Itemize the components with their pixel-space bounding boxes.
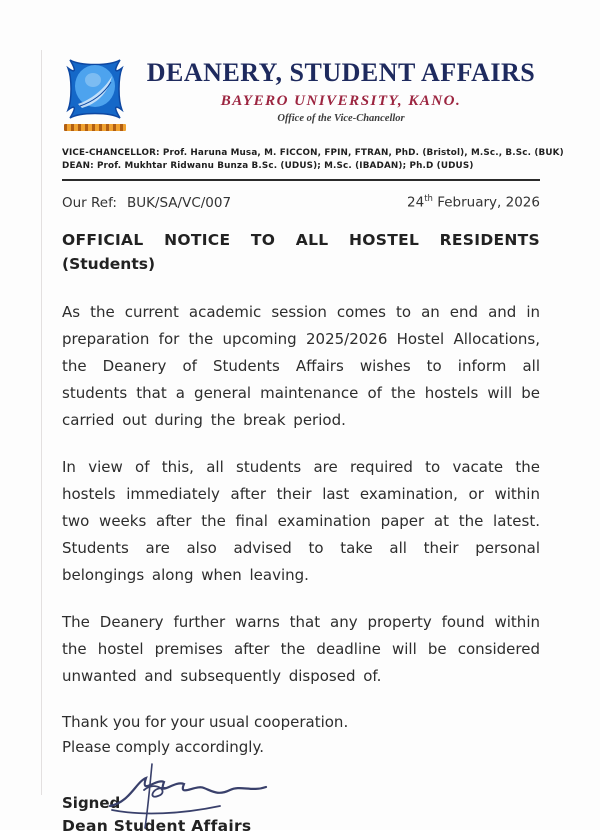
paragraph-2: In view of this, all students are required to vacate the hostels immediately after their last examination, or within two weeks after the final examination paper at the latest. Students are also advised to take all their personal belongings along when leaving. [62, 457, 540, 584]
date-rest: February, 2026 [432, 194, 540, 211]
reference [62, 195, 231, 211]
subject-line1: OFFICIAL NOTICE TO ALL HOSTEL RESIDENTS [62, 230, 540, 249]
paragraph-3: The Deanery further warns that any property found within the hostel premises after the deadline will be considered unwanted and subsequently disposed of. [62, 612, 540, 685]
crest-graphic [62, 56, 128, 122]
university-crest-icon [62, 56, 142, 131]
letterhead-text [142, 56, 540, 124]
subject-line2: (Students) [62, 254, 156, 273]
officials-block [62, 147, 564, 173]
closing-comply: Please comply accordingly. [62, 737, 264, 756]
department-title: DEANERY, STUDENT AFFAIRS [146, 58, 536, 87]
signature-block [62, 794, 540, 835]
closing-block [62, 710, 540, 760]
subject-title [62, 231, 540, 273]
crest-motto-banner [64, 124, 126, 131]
date-day: 24 [407, 194, 425, 211]
letterhead [62, 56, 540, 131]
paragraph-1: As the current academic session comes to an end and in preparation for the upcoming 2025/2026 Hostel Allocations, the Deanery of Students Affairs wishes to inform all students that a general maintenance of the hostels will be carried out during the break period. [62, 302, 540, 429]
signed-label: Signed [62, 793, 121, 812]
office-line: Office of the Vice-Chancellor [277, 113, 405, 124]
dean-line: DEAN: Prof. Mukhtar Ridwanu Bunza B.Sc. (UDUS); M.Sc. (IBADAN); Ph.D (UDUS) [62, 161, 474, 171]
signatory-title: Dean Student Affairs [62, 816, 252, 835]
ref-value: BUK/SA/VC/007 [126, 194, 232, 211]
date-ordinal: th [424, 194, 433, 204]
letter-date [407, 194, 540, 211]
letter-body [62, 299, 540, 690]
divider-rule [62, 179, 540, 181]
university-name: BAYERO UNIVERSITY, KANO. [220, 93, 462, 109]
vice-chancellor-line: VICE-CHANCELLOR: Prof. Haruna Musa, M. FICCON, FPIN, FTRAN, PhD. (Bristol), M.Sc., B.Sc. (BUK) [62, 148, 564, 158]
reference-row [62, 194, 540, 211]
closing-thanks: Thank you for your usual cooperation. [62, 712, 349, 731]
ref-label: Our Ref: [62, 194, 117, 211]
scan-edge-line [41, 50, 42, 795]
